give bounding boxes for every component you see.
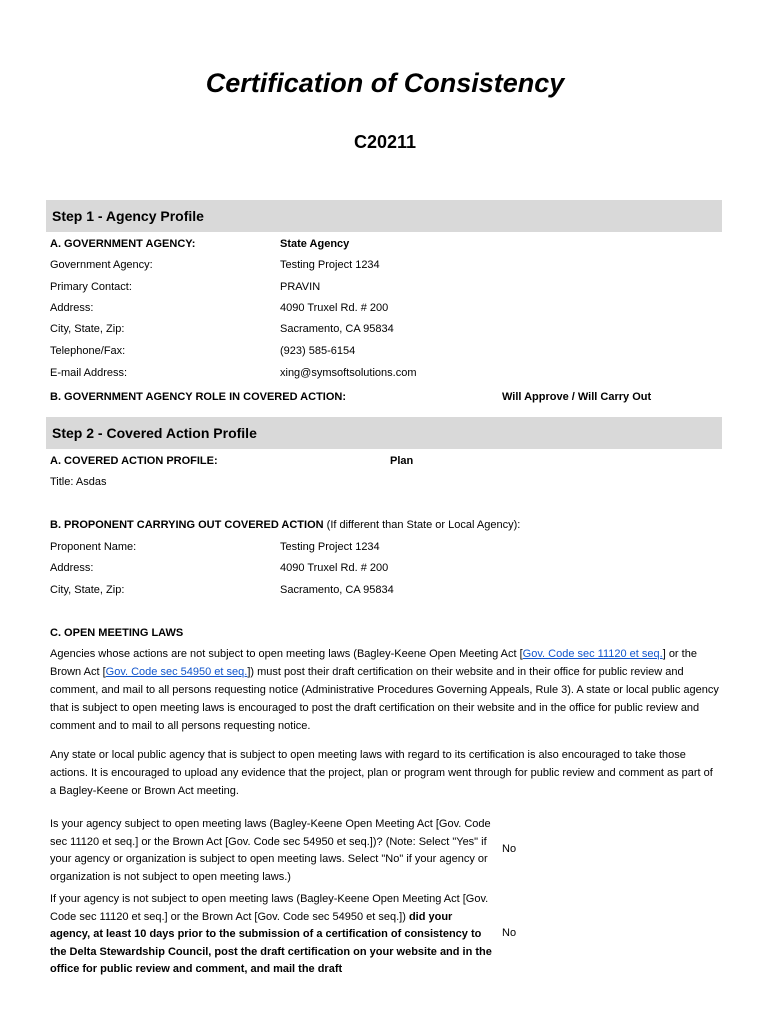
question-text: If your agency is not subject to open meeting laws (Bagley-Keene Open Meeting Act [Gov. Code sec 11120 et seq.] or the Brown Act [Gov. Code sec 54950 et seq.]) [50, 893, 489, 923]
field-row [50, 299, 720, 317]
field-value: (923) 585-6154 [280, 345, 356, 357]
step2-header: Step 2 - Covered Action Profile [46, 417, 722, 449]
field-row [50, 581, 720, 599]
document-title: Certification of Consistency [205, 68, 565, 98]
step1-section-b [50, 388, 720, 406]
field-label: Address: [50, 562, 94, 574]
field-value: Sacramento, CA 95834 [280, 323, 394, 335]
section-a-value: Plan [390, 455, 414, 467]
field-row [50, 320, 720, 338]
step2-section-b [50, 516, 720, 534]
field-row [50, 256, 720, 274]
question-open-meeting-laws: Is your agency subject to open meeting laws (Bagley-Keene Open Meeting Act [Gov. Code sec 11120 et seq.] or the Brown Act [Gov. Code sec 54950 et seq.])? (Note: Select "Yes" if your agency or organization is subject to open meeting laws. Select "No" if your agency or organization is not subject to open meeting laws.) [50, 818, 491, 883]
paragraph-text: ]) must post their draft certification on their website and in their office for public review and comment, and mail to all persons requesting notice (Administrative Procedures Governing Appeals, Rule 3). A state or local public agency that is subject to open meeting laws is encouraged to post the draft certification on their website and in the office for public review and comment and to mail to all persons requesting notice. [50, 666, 719, 732]
certification-code: C20211 [353, 132, 417, 152]
section-b-label: B. PROPONENT CARRYING OUT COVERED ACTION [50, 519, 324, 531]
section-a-label: A. GOVERNMENT AGENCY: [50, 238, 196, 250]
open-meeting-paragraph-2: Any state or local public agency that is subject to open meeting laws with regard to its certification is also encouraged to take those actions. It is encouraged to upload any evidence that the project, plan or program went through for public review and comment as part of a Bagley-Keene or Brown Act meeting. [50, 749, 713, 797]
section-c-heading: C. OPEN MEETING LAWS [50, 627, 184, 639]
field-label: City, State, Zip: [50, 584, 125, 596]
section-b-note: (If different than State or Local Agency): [323, 519, 521, 531]
field-label: Telephone/Fax: [50, 345, 126, 357]
section-a-value: State Agency [280, 238, 350, 250]
gov-code-54950-link[interactable]: Gov. Code sec 54950 et seq. [105, 666, 248, 678]
section-b-label: B. GOVERNMENT AGENCY ROLE IN COVERED ACTION: [50, 391, 347, 403]
field-label: Address: [50, 302, 94, 314]
field-value: Testing Project 1234 [280, 259, 380, 271]
field-label: Proponent Name: [50, 541, 137, 553]
field-label: City, State, Zip: [50, 323, 125, 335]
step2-section-a [50, 452, 720, 470]
field-value: Sacramento, CA 95834 [280, 584, 394, 596]
field-label: E-mail Address: [50, 367, 128, 379]
step1-header: Step 1 - Agency Profile [46, 200, 722, 232]
field-value: Testing Project 1234 [280, 541, 380, 553]
answer-open-meeting-laws: No [502, 843, 517, 855]
field-label: Primary Contact: [50, 281, 132, 293]
title-line: Title: Asdas [50, 476, 107, 488]
field-row [50, 278, 720, 296]
section-a-label: A. COVERED ACTION PROFILE: [50, 455, 218, 467]
question-draft-posting [50, 891, 495, 979]
paragraph-text: ] or the Brown Act [ [50, 648, 697, 678]
field-value: 4090 Truxel Rd. # 200 [280, 562, 389, 574]
paragraph-text: Agencies whose actions are not subject to open meeting laws (Bagley-Keene Open Meeting Act [ [50, 648, 523, 660]
answer-draft-posting: No [502, 927, 517, 939]
field-value: xing@symsoftsolutions.com [280, 367, 417, 379]
question-text-bold: did your agency, at least 10 days prior to the submission of a certification of consistency to the Delta Stewardship Council, post the draft certification on your website and in the office for public review and comment, and mail the draft [50, 910, 492, 975]
field-value: 4090 Truxel Rd. # 200 [280, 302, 389, 314]
field-value: PRAVIN [280, 281, 321, 293]
field-row [50, 538, 720, 556]
gov-code-11120-link[interactable]: Gov. Code sec 11120 et seq. [522, 648, 663, 660]
step1-section-a [50, 235, 720, 253]
section-b-value: Will Approve / Will Carry Out [502, 391, 652, 403]
field-row [50, 559, 720, 577]
covered-action-title [50, 473, 720, 491]
field-label: Government Agency: [50, 259, 153, 271]
field-row [50, 342, 720, 360]
field-row [50, 364, 720, 382]
section-c-heading-row [50, 624, 720, 642]
open-meeting-paragraph-1 [50, 645, 720, 735]
